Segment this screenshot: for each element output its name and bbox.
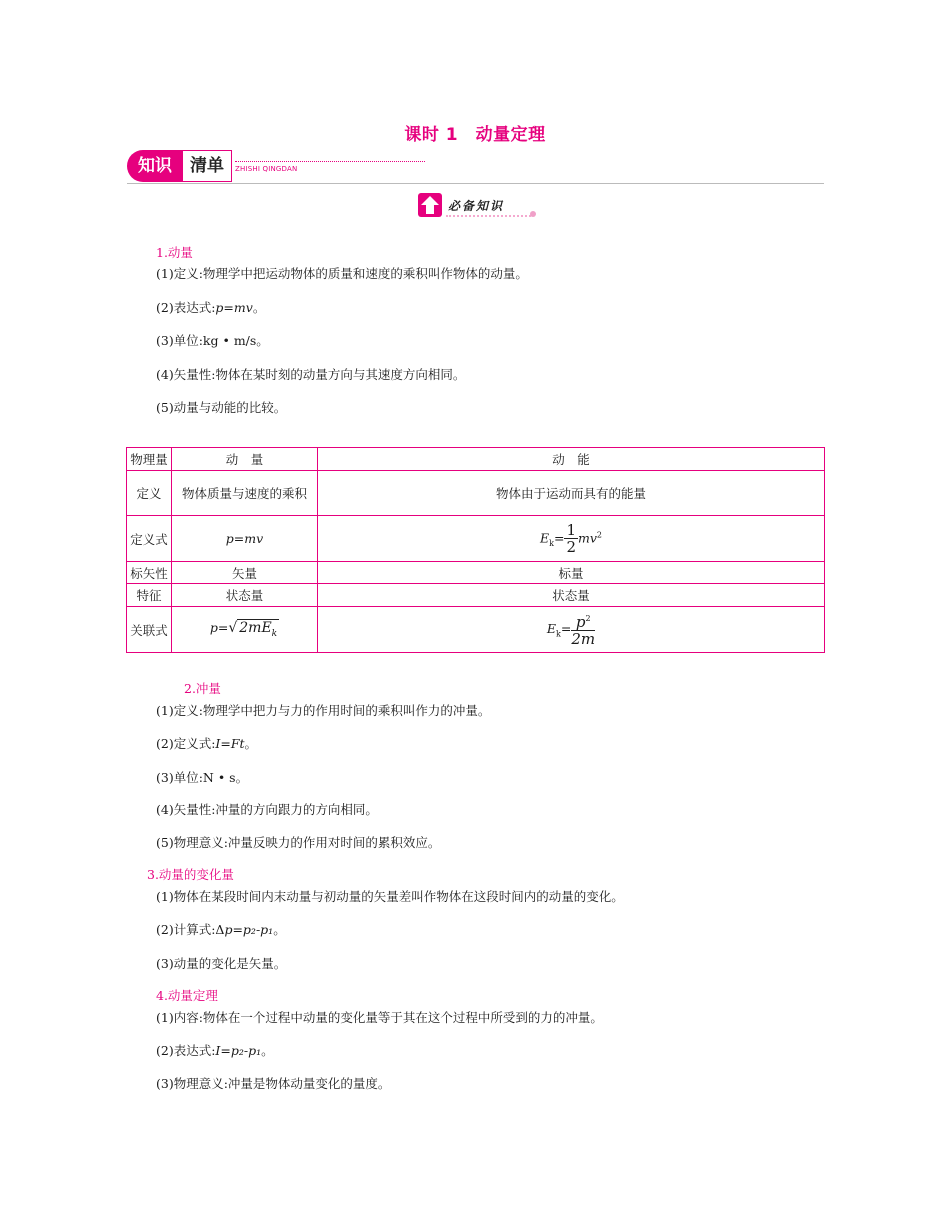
table-row [127, 516, 825, 562]
impulse-definition: (1)定义:物理学中把力与力的作用时间的乘积叫作力的冲量。 [156, 703, 491, 718]
section-banner [127, 150, 824, 186]
table-cell: 状态量 [172, 584, 318, 607]
banner-label-knowledge: 知识 [127, 150, 183, 182]
kinetic-energy-formula: $E_k=$ $\frac{1}{2}$ $mv^2$ [318, 516, 825, 562]
table-cell: 定义式 [127, 516, 172, 562]
table-row [127, 607, 825, 653]
up-arrow-icon [418, 193, 442, 217]
table-cell: 矢量 [172, 562, 318, 584]
table-cell: 关联式 [127, 607, 172, 653]
table-cell: 标量 [318, 562, 825, 584]
momentum-comparison: (5)动量与动能的比较。 [156, 400, 287, 415]
impulse-meaning: (5)物理意义:冲量反映力的作用对时间的累积效应。 [156, 835, 441, 850]
momentum-unit: (3)单位:kg • m/s。 [156, 333, 269, 348]
section-heading-momentum-change: 3.动量的变化量 [147, 867, 234, 882]
table-header-cell: 动 能 [318, 448, 825, 471]
momentum-vector: (4)矢量性:物体在某时刻的动量方向与其速度方向相同。 [156, 367, 466, 382]
subhead-label: 必备知识 [448, 199, 505, 213]
table-row [127, 471, 825, 516]
momentum-change-definition: (1)物体在某段时间内末动量与初动量的矢量差叫作物体在这段时间内的动量的变化。 [156, 889, 624, 904]
section-heading-impulse: 2.冲量 [184, 681, 221, 696]
table-cell: 物体质量与速度的乘积 [172, 471, 318, 516]
banner-rule [127, 183, 824, 184]
momentum-definition: (1)定义:物理学中把运动物体的质量和速度的乘积叫作物体的动量。 [156, 266, 528, 281]
momentum-expression: (2)表达式:p=mv。 [156, 300, 266, 315]
subhead-dot-end [530, 211, 536, 217]
theorem-meaning: (3)物理意义:冲量是物体动量变化的量度。 [156, 1076, 391, 1091]
table-cell: 标矢性 [127, 562, 172, 584]
impulse-expression: (2)定义式:I=Ft。 [156, 736, 258, 751]
table-row [127, 448, 825, 471]
section-heading-momentum: 1.动量 [156, 245, 193, 260]
kinetic-energy-relation-formula: $E_k=$ $\frac{p^2}{2m}$ [318, 607, 825, 653]
table-row [127, 562, 825, 584]
impulse-unit: (3)单位:N • s。 [156, 770, 249, 785]
subhead-dots [446, 215, 531, 217]
momentum-change-vector: (3)动量的变化是矢量。 [156, 956, 287, 971]
page-title: 课时 1 动量定理 [404, 125, 546, 145]
comparison-table [126, 447, 825, 653]
banner-pinyin: ZHISHI QINGDAN [235, 165, 298, 173]
table-cell: 特征 [127, 584, 172, 607]
theorem-content: (1)内容:物体在一个过程中动量的变化量等于其在这个过程中所受到的力的冲量。 [156, 1010, 603, 1025]
theorem-expression: (2)表达式:I=p₂-p₁。 [156, 1043, 274, 1058]
impulse-vector: (4)矢量性:冲量的方向跟力的方向相同。 [156, 802, 378, 817]
table-cell: 定义 [127, 471, 172, 516]
subhead [418, 193, 538, 223]
section-heading-momentum-theorem: 4.动量定理 [156, 988, 218, 1003]
table-header-cell: 物理量 [127, 448, 172, 471]
table-cell: 物体由于运动而具有的能量 [318, 471, 825, 516]
momentum-change-formula: (2)计算式:Δp=p₂-p₁。 [156, 922, 286, 937]
sqrt-icon: √ [228, 620, 238, 637]
table-cell-formula: p=mv [172, 516, 318, 562]
banner-dotted-line [235, 161, 425, 162]
table-row [127, 584, 825, 607]
table-header-cell: 动 量 [172, 448, 318, 471]
momentum-relation-formula: p=√ $2mE_k$ [172, 607, 318, 653]
table-cell: 状态量 [318, 584, 825, 607]
banner-label-list: 清单 [183, 150, 232, 182]
